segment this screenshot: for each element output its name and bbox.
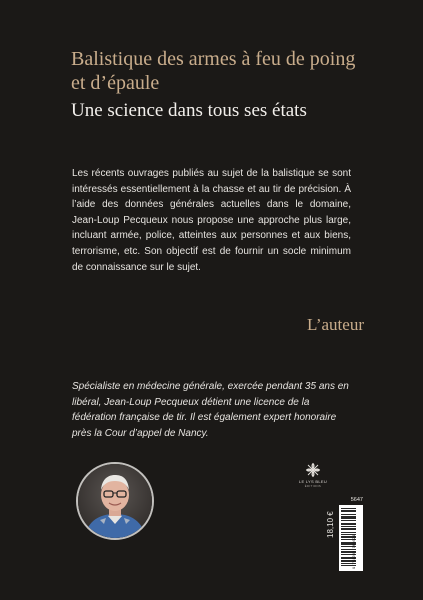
barcode-bar [341,516,356,517]
barcode-bar [341,510,356,511]
barcode-bar [341,524,356,525]
barcode-bar [341,529,356,530]
book-subtitle: Une science dans tous ses états [71,100,307,121]
publisher-name: LE LYS BLEU [298,479,328,484]
barcode-bar [341,511,356,512]
barcode-bar [341,528,356,529]
barcode-bar [341,508,356,509]
barcode-bar [341,526,356,527]
isbn-digits: 9 791037 765624 [353,534,357,569]
barcode-bar [341,518,356,519]
price-label: 18,10 € [326,511,335,538]
barcode-bar [341,520,356,521]
lily-emblem-icon [305,462,321,478]
author-portrait [76,462,154,540]
author-bio: Spécialiste en médecine générale, exercée pendant 35 ans en libéral, Jean-Loup Pecqueux détient une licence de la fédération française de tir. Il est également expert honoraire près la Cour d’appel de Nancy. [72,381,349,439]
author-heading: L’auteur [307,315,364,334]
barcode-bar [341,523,356,524]
publisher-sub: ÉDITIONS [304,484,322,488]
barcode-bar [341,514,356,515]
publisher-logo [298,462,328,488]
product-code: 5647 [350,497,363,503]
barcode-bar [341,517,356,518]
barcode-bar [341,532,356,533]
book-title: Balistique des armes à feu de poing et d’épaule [71,48,356,94]
barcode [339,505,363,571]
book-summary: Les récents ouvrages publiés au sujet de la balistique se sont intéressés essentiellement à la chasse et au tir de précision. À l’aide des données générales actuelles dans le domaine, Jean-Loup Pecqueux nous propose une approche plus large, incluant armée, police, atteintes aux personnes et aux biens, terrorisme, etc. Son objectif est de fournir un socle minimum de connaissance sur le sujet. [72,168,351,273]
